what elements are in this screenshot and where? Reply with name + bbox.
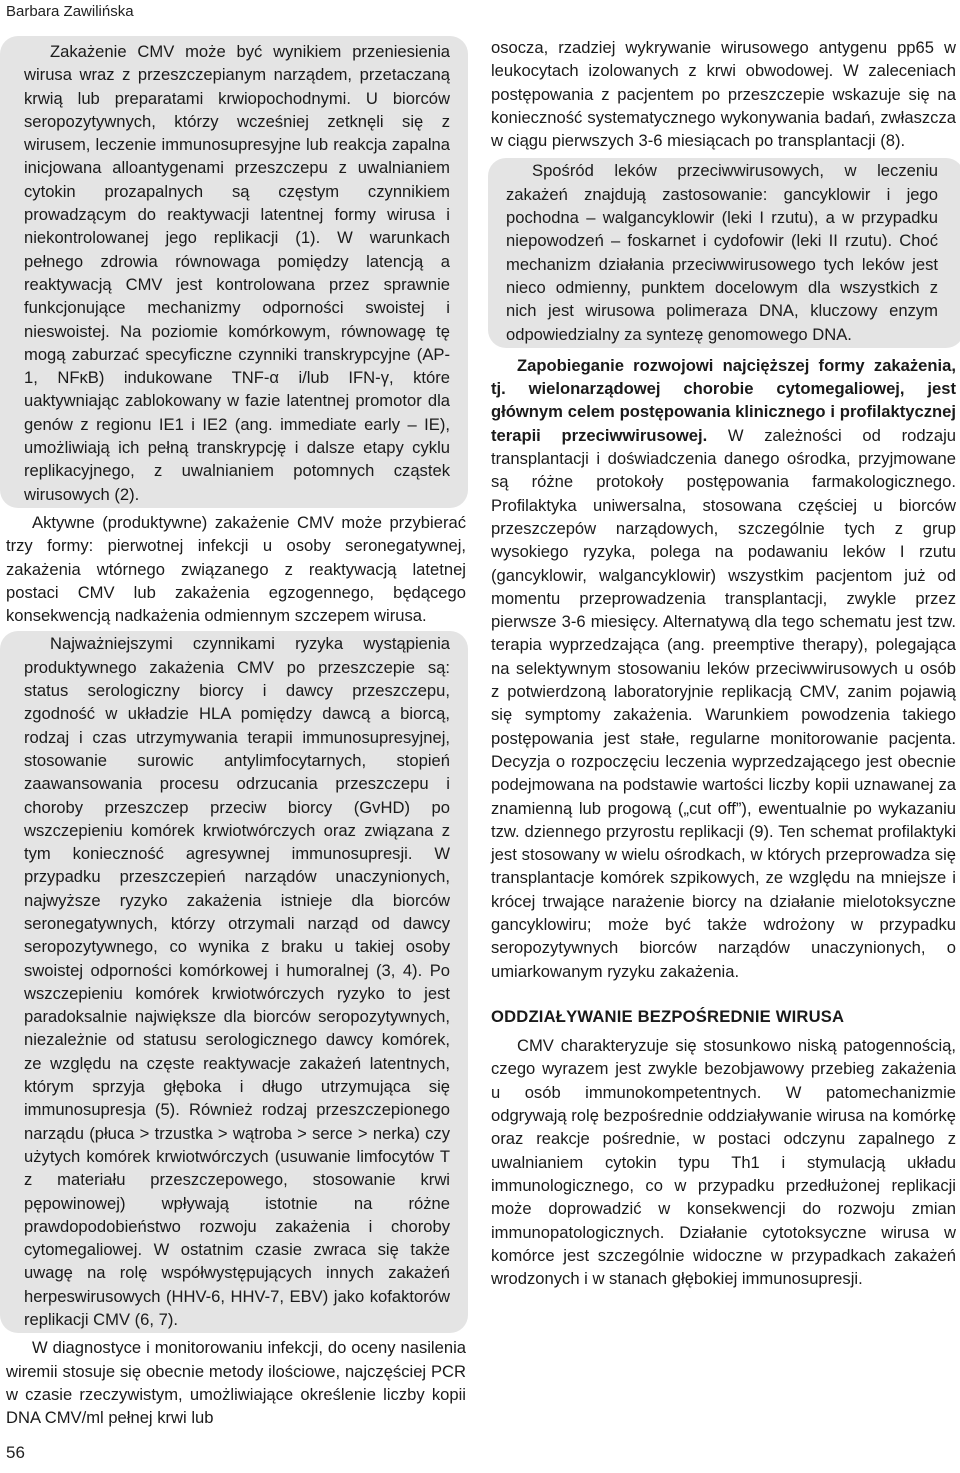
prevention-bold-lead: Zapobieganie rozwojowi najcięższej formy zakażenia, tj. wielonarządowej chorobie cytomegaliowej, jest głównym celem postępowania klinicznego i profilaktycznej terapii przeciwwirusowej. xyxy=(491,355,956,445)
shaded-box-risk-factors xyxy=(0,631,468,1333)
paragraph-pathogenicity: CMV charakteryzuje się stosunkowo niską patogennością, czego wyrazem jest zwykle bezobjawowy przebieg zakażenia u osób immunokompetentnych. W patomechanizmie odgrywają rolę bezpośrednie oddziaływanie wirusa na komórkę oraz reakcje pośrednie, w postaci odczynu zapalnego z uwalnianiem cytokin typu Th1 i stymulacją układu immunologicznego, co w przypadku przedłużonej replikacji może doprowadzić w konsekwencji do rozwoju zmian immunopatologicznych. Działanie cytotoksyczne wirusa w komórce jest szczególnie widoczne w przypadkach zakażeń wrodzonych i w stanach głębokiej immunosupresji. xyxy=(491,1036,956,1289)
running-header-author: Barbara Zawilińska xyxy=(6,3,134,20)
right-column xyxy=(491,36,956,1290)
shaded-box-antivirals xyxy=(488,158,960,347)
paragraph-diagnostics: W diagnostyce i monitorowaniu infekcji, do oceny nasilenia wiremii stosuje się obecnie metody ilościowe, najczęściej PCR w czasie rzeczywistym, umożliwiające określenie liczby kopii DNA CMV/ml pełnej krwi lub xyxy=(6,1338,466,1428)
paragraph-latency: Zakażenie CMV może być wynikiem przeniesienia wirusa wraz z przeszczepianym narządem, przetaczaną krwią lub preparatami krwiopochodnymi. U biorców seropozytywnych, którzy wcześniej zetknęli się z wirusem, leczenie immunosupresyjne lub reakcja zapalna inicjowana alloantygenami przeszczepu z uwalnianiem cytokin prozapalnych są częstym czynnikiem prowadzącym do reaktywacji latentnej formy wirusa i niekontrolowanej jego replikacji (1). W warunkach pełnego zdrowia równowaga pomiędzy latencją a reaktywacją CMV jest kontrolowana przez sprawnie funkcjonujące mechanizmy odporności swoistej i nieswoistej. Na poziomie komórkowym, równowagę tę mogą zaburzać specyficzne czynniki transkrypcyjne (AP-1, NFκB) indukowane TNF-α i/lub IFN-γ, które uaktywniając zablokowany w fazie latentnej promotor dla genów z regionu IE1 i IE2 (ang. immediate early – IE), umożliwiają ich pełną transkrypcję i dalsze etapy cyklu replikacyjnego, z uwalnianiem potomnych cząstek wirusowych (2). xyxy=(24,42,450,504)
paragraph-prevention xyxy=(491,354,956,983)
paragraph-antivirals: Spośród leków przeciwwirusowych, w leczeniu zakażeń znajdują zastosowanie: gancyklowir i jego pochodna – walgancyklowir (leki I rzutu), a w przypadku niepowodzeń – foskarnet i cydofowir (leki II rzutu). Choć mechanizm działania przeciwwirusowego tych leków jest nieco odmienny, punktem docelowym dla wszystkich z nich jest wirusowa polimeraza DNA, kluczowy enzym odpowiedzialny za syntezę genomowego DNA. xyxy=(506,161,938,344)
left-column xyxy=(6,36,466,1430)
prevention-text: W zależności od rodzaju transplantacji i doświadczenia danego ośrodka, przyjmowane są różne protokoły postępowania farmakologicznego. Profilaktyka uniwersalna, stosowana częściej u biorców przeszczepów narządowych, szczególnie tych z grup wysokiego ryzyka, polega na podawaniu leków I rzutu (gancyklowir, walgancyklowir) wszystkim pacjentom już od momentu przeprowadzenia transplantacji, zwykle przez pierwsze 3-6 miesięcy. Alternatywą dla tego schematu jest tzw. terapia wyprzedzająca (ang. preemptive therapy), polegająca na selektywnym stosowaniu leków przeciwwirusowych u osób z potwierdzoną laboratoryjnie replikacją CMV, zanim pojawią się symptomy zakażenia. Warunkiem powodzenia takiego postępowania jest stałe, regularne monitorowanie pacjenta. Decyzja o rozpoczęciu leczenia wyprzedzającego jest obecnie podejmowana na podstawie wartości liczby kopii uznawanej za znamienną lub progową („cut off”), ewentualnie po wykazaniu tzw. dziennego przyrostu replikacji (9). Ten schemat profilaktyki jest stosowany w wielu ośrodkach, w których przeprowadza się transplantacje komórek szpikowych, ze względu na mniejsze i krócej trwające narażenie biorcy na działanie mielotoksyczne gancyklowiru; może być także wdrożony w przypadku seropozytywnych biorców narządów unaczynionych, o umiarkowanym ryzyku zakażenia. xyxy=(491,425,957,981)
page-number: 56 xyxy=(6,1443,25,1462)
shaded-box-latency xyxy=(0,36,468,508)
paragraph-monitoring: osocza, rzadziej wykrywanie wirusowego antygenu pp65 w leukocytach izolowanych z krwi obwodowej. W zaleceniach postępowania z pacjentem po przeszczepie wskazuje się na konieczność systematycznego wykonywania badań, zwłaszcza w ciągu pierwszych 3-6 miesiącach po transplantacji (8). xyxy=(491,38,956,151)
paragraph-active-infection: Aktywne (produktywne) zakażenie CMV może przybierać trzy formy: pierwotnej infekcji u osoby seronegatywnej, zakażenia wtórnego związanego z reaktywacją latetnej postaci CMV lub zakażenia egzogennego, będącego konsekwencją nadkażenia odmiennym szczepem wirusa. xyxy=(6,512,466,626)
section-heading: ODDZIAŁYWANIE BEZPOŚREDNIE WIRUSA xyxy=(491,1006,845,1026)
paragraph-risk-factors: Najważniejszymi czynnikami ryzyka wystąpienia produktywnego zakażenia CMV po przeszczepie są: status serologiczny biorcy i dawcy przeszczepu, zgodność w układzie HLA pomiędzy dawcą a biorcą, rodzaj i czas utrzymywania terapii immunosupresyjnej, stosowanie surowic antylimfocytarnych, stopień zaawansowania procesu odrzucania przeszczepu i choroby przeszczep przeciw biorcy (GvHD) po wszczepieniu komórek krwiotwórczych oraz związana z tym konieczność agresywnej immunosupresji. W przypadku przeszczepień narządów unaczynionych, najwyższe ryzyko zakażenia istnieje dla biorców seronegatywnych, którzy otrzymali narząd od dawcy seropozytywnego, co wynika z braku u takiej osoby swoistej odporności komórkowej i humoralnej (3, 4). Po wszczepieniu komórek krwiotwórczych ryzyko to jest paradoksalnie największe dla biorców seropozytywnych, niezależnie od statusu serologicznego dawcy komórek, ze względu na częste reaktywacje zakażeń latentnych, którym sprzyja głęboka i długo utrzymująca się immunosupresja (5). Również rodzaj przeszczepionego narządu (płuca > trzustka > wątroba > serce > nerka) czy użytych komórek krwiotwórczych (usuwanie limfocytów T z materiału przeszczepowego, stosowanie krwi pępowinowej) wpływają istotnie na różne prawdopodobieństwo rozwoju zakażenia i choroby cytomegaliowej. W ostatnim czasie zwraca się także uwagę na rolę współwystępujących innych zakażeń herpeswirusowych (HHV-6, HHV-7, EBV) jako kofaktorów replikacji CMV (6, 7). xyxy=(24,634,450,1330)
